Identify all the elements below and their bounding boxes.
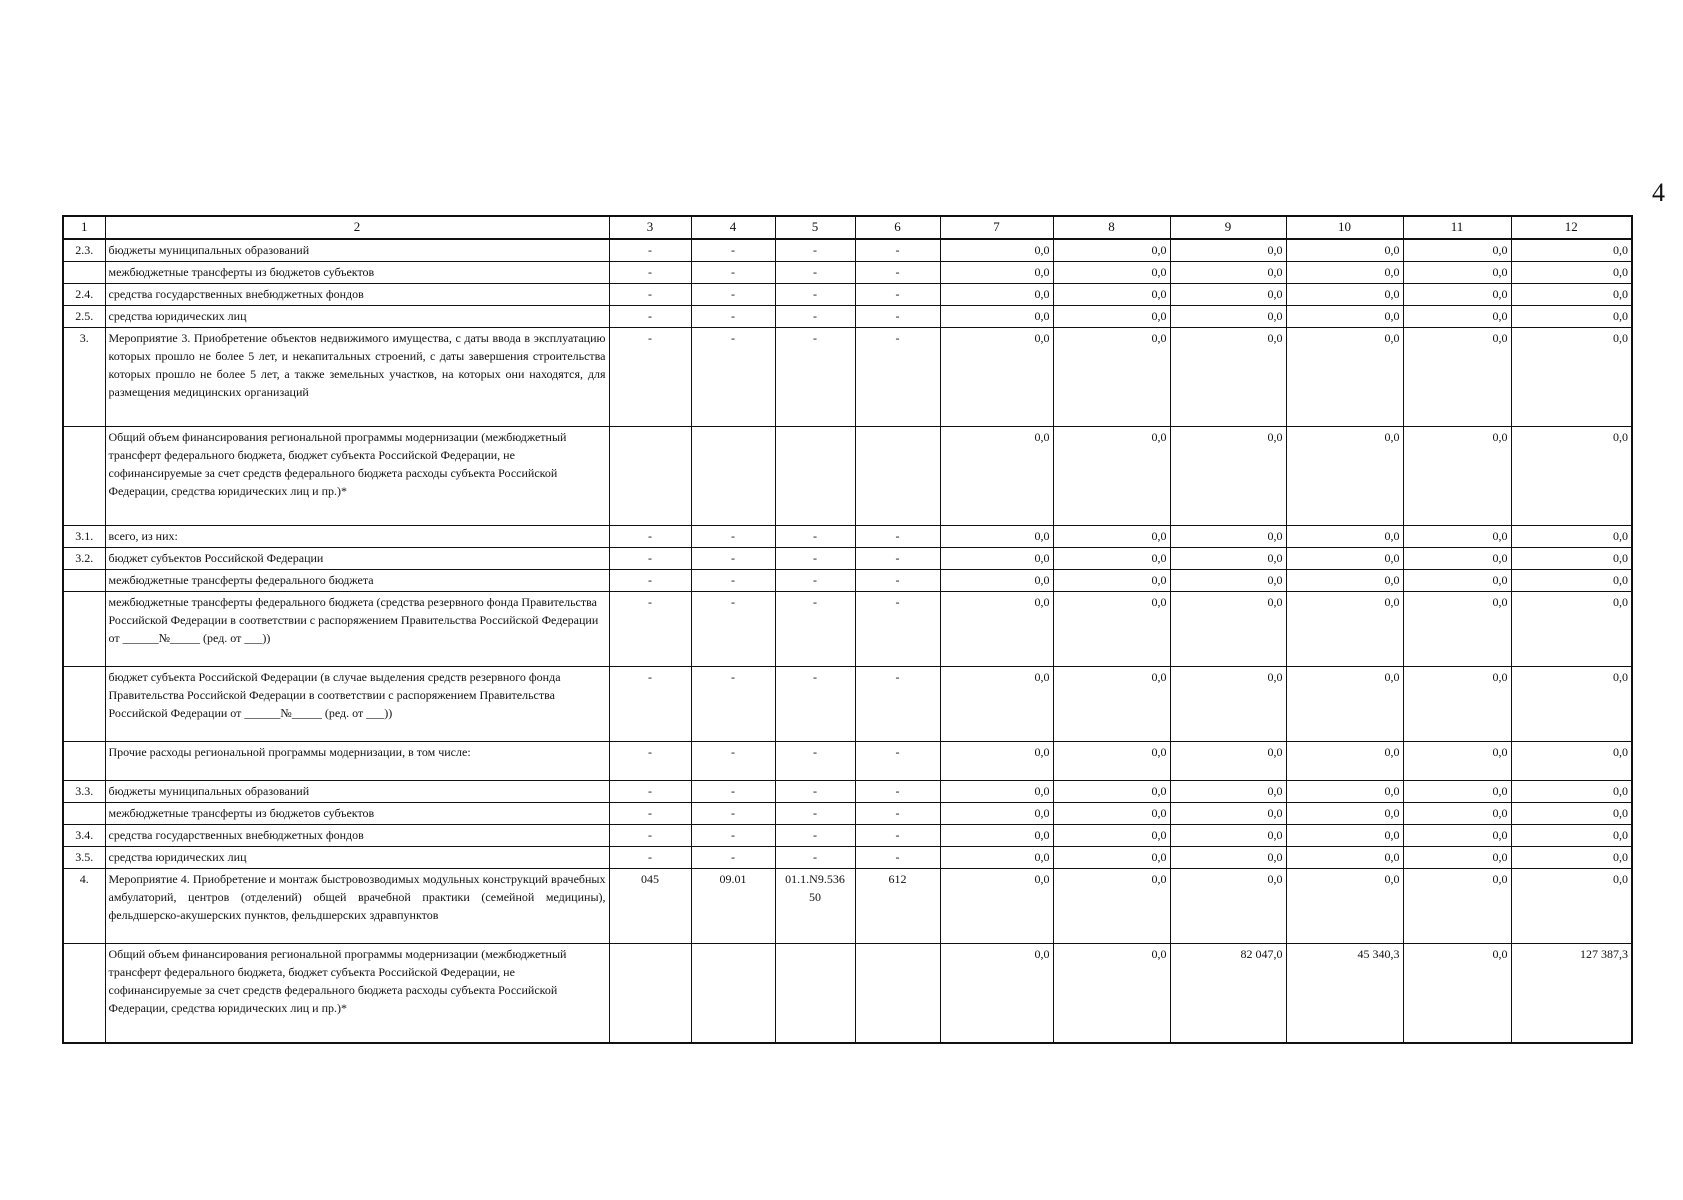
row-code: - bbox=[609, 548, 691, 570]
row-number: 3.5. bbox=[63, 847, 105, 869]
row-value: 0,0 bbox=[1053, 570, 1170, 592]
row-code: - bbox=[691, 284, 775, 306]
row-description: всего, из них: bbox=[105, 526, 609, 548]
row-code: - bbox=[775, 526, 855, 548]
row-description: межбюджетные трансферты из бюджетов субъектов bbox=[105, 262, 609, 284]
row-description: бюджеты муниципальных образований bbox=[105, 239, 609, 262]
row-code: - bbox=[855, 847, 940, 869]
row-value: 0,0 bbox=[1511, 306, 1632, 328]
row-value: 0,0 bbox=[940, 847, 1053, 869]
row-code bbox=[609, 427, 691, 526]
column-number: 1 bbox=[63, 216, 105, 239]
row-number: 3.4. bbox=[63, 825, 105, 847]
row-value: 0,0 bbox=[1170, 869, 1286, 944]
row-value: 0,0 bbox=[1053, 306, 1170, 328]
table-row bbox=[63, 239, 1632, 262]
table-row bbox=[63, 869, 1632, 944]
row-number: 4. bbox=[63, 869, 105, 944]
row-code: - bbox=[691, 667, 775, 742]
row-value: 0,0 bbox=[1511, 592, 1632, 667]
row-number bbox=[63, 592, 105, 667]
row-code: - bbox=[691, 742, 775, 781]
row-value: 0,0 bbox=[1053, 262, 1170, 284]
row-code: - bbox=[855, 570, 940, 592]
row-value: 0,0 bbox=[1053, 742, 1170, 781]
row-code bbox=[855, 427, 940, 526]
row-code: - bbox=[609, 847, 691, 869]
row-value: 0,0 bbox=[1286, 284, 1403, 306]
row-value: 0,0 bbox=[1170, 262, 1286, 284]
row-value: 0,0 bbox=[1053, 667, 1170, 742]
row-description: межбюджетные трансферты федерального бюджета bbox=[105, 570, 609, 592]
row-description: средства государственных внебюджетных фондов bbox=[105, 825, 609, 847]
row-value: 0,0 bbox=[1403, 306, 1511, 328]
row-code: - bbox=[691, 328, 775, 427]
row-value: 0,0 bbox=[1403, 592, 1511, 667]
row-description: средства юридических лиц bbox=[105, 847, 609, 869]
row-code: - bbox=[609, 284, 691, 306]
row-code: - bbox=[855, 781, 940, 803]
row-code: - bbox=[855, 328, 940, 427]
row-code bbox=[855, 944, 940, 1044]
row-value: 0,0 bbox=[1511, 548, 1632, 570]
row-number bbox=[63, 570, 105, 592]
row-code: - bbox=[691, 781, 775, 803]
row-number: 3. bbox=[63, 328, 105, 427]
row-value: 0,0 bbox=[1403, 781, 1511, 803]
row-code: - bbox=[775, 592, 855, 667]
row-value: 0,0 bbox=[940, 239, 1053, 262]
row-code: - bbox=[775, 306, 855, 328]
row-code: - bbox=[775, 548, 855, 570]
row-value: 0,0 bbox=[1403, 825, 1511, 847]
row-code bbox=[775, 427, 855, 526]
column-number: 4 bbox=[691, 216, 775, 239]
row-code: - bbox=[609, 262, 691, 284]
row-value: 0,0 bbox=[1286, 592, 1403, 667]
row-value: 0,0 bbox=[1403, 742, 1511, 781]
row-value: 0,0 bbox=[1511, 328, 1632, 427]
row-value: 0,0 bbox=[1511, 427, 1632, 526]
row-description: Общий объем финансирования региональной программы модернизации (межбюджетный трансферт федерального бюджета, бюджет субъекта Российской Федерации, не софинансируемые за счет средств федерального бюджета расходы субъекта Российской Федерации, средства юридических лиц и пр.)* bbox=[105, 427, 609, 526]
column-number: 3 bbox=[609, 216, 691, 239]
row-value: 0,0 bbox=[1170, 526, 1286, 548]
row-value: 0,0 bbox=[1170, 803, 1286, 825]
row-value: 0,0 bbox=[940, 548, 1053, 570]
row-description: средства государственных внебюджетных фондов bbox=[105, 284, 609, 306]
row-value: 45 340,3 bbox=[1286, 944, 1403, 1044]
table-row bbox=[63, 526, 1632, 548]
row-code bbox=[691, 944, 775, 1044]
row-value: 0,0 bbox=[1286, 803, 1403, 825]
row-value: 0,0 bbox=[1053, 592, 1170, 667]
row-value: 0,0 bbox=[940, 526, 1053, 548]
row-value: 0,0 bbox=[1170, 825, 1286, 847]
row-value: 0,0 bbox=[1511, 803, 1632, 825]
row-value: 0,0 bbox=[940, 284, 1053, 306]
row-code: - bbox=[775, 328, 855, 427]
row-code: - bbox=[775, 825, 855, 847]
row-value: 0,0 bbox=[1053, 284, 1170, 306]
row-value: 0,0 bbox=[1403, 944, 1511, 1044]
row-number bbox=[63, 944, 105, 1044]
row-number: 2.5. bbox=[63, 306, 105, 328]
column-number: 11 bbox=[1403, 216, 1511, 239]
row-value: 0,0 bbox=[1170, 306, 1286, 328]
row-code: - bbox=[775, 742, 855, 781]
table-row bbox=[63, 667, 1632, 742]
row-code: - bbox=[775, 847, 855, 869]
page-number: 4 bbox=[1652, 178, 1665, 207]
row-value: 0,0 bbox=[1170, 847, 1286, 869]
row-code: - bbox=[855, 262, 940, 284]
row-code: - bbox=[609, 667, 691, 742]
row-code: - bbox=[855, 306, 940, 328]
row-value: 0,0 bbox=[1053, 825, 1170, 847]
table-row bbox=[63, 262, 1632, 284]
row-code: - bbox=[775, 570, 855, 592]
row-code: - bbox=[691, 803, 775, 825]
row-number bbox=[63, 803, 105, 825]
row-value: 0,0 bbox=[1403, 526, 1511, 548]
row-code: - bbox=[855, 667, 940, 742]
row-value: 0,0 bbox=[1286, 262, 1403, 284]
row-value: 0,0 bbox=[1403, 570, 1511, 592]
row-value: 0,0 bbox=[1170, 592, 1286, 667]
row-value: 0,0 bbox=[1170, 742, 1286, 781]
row-code: - bbox=[609, 592, 691, 667]
row-code: - bbox=[609, 526, 691, 548]
row-value: 0,0 bbox=[1170, 328, 1286, 427]
row-code: - bbox=[609, 742, 691, 781]
row-description: Общий объем финансирования региональной программы модернизации (межбюджетный трансферт федерального бюджета, бюджет субъекта Российской Федерации, не софинансируемые за счет средств федерального бюджета расходы субъекта Российской Федерации, средства юридических лиц и пр.)* bbox=[105, 944, 609, 1044]
row-code: - bbox=[691, 239, 775, 262]
row-value: 0,0 bbox=[1286, 306, 1403, 328]
row-code: - bbox=[855, 592, 940, 667]
row-value: 0,0 bbox=[1053, 239, 1170, 262]
row-value: 0,0 bbox=[940, 592, 1053, 667]
column-number: 12 bbox=[1511, 216, 1632, 239]
row-value: 0,0 bbox=[940, 570, 1053, 592]
row-code bbox=[775, 944, 855, 1044]
row-description: Мероприятие 3. Приобретение объектов недвижимого имущества, с даты ввода в эксплуатацию которых прошло не более 5 лет, и некапитальных строений, с даты завершения строительства которых прошло не более 5 лет, а также земельных участков, на которых они находятся, для размещения медицинских организаций bbox=[105, 328, 609, 427]
row-value: 0,0 bbox=[1286, 781, 1403, 803]
row-code: - bbox=[609, 781, 691, 803]
row-value: 0,0 bbox=[1286, 742, 1403, 781]
row-value: 0,0 bbox=[1170, 548, 1286, 570]
row-value: 0,0 bbox=[1170, 781, 1286, 803]
row-value: 0,0 bbox=[1511, 869, 1632, 944]
table-row bbox=[63, 825, 1632, 847]
row-value: 0,0 bbox=[940, 742, 1053, 781]
row-value: 0,0 bbox=[1403, 328, 1511, 427]
row-description: межбюджетные трансферты федерального бюджета (средства резервного фонда Правительства Российской Федерации в соответствии с распоряжением Правительства Российской Федерации от ______№_____ (ред. от ___)) bbox=[105, 592, 609, 667]
row-value: 127 387,3 bbox=[1511, 944, 1632, 1044]
row-value: 0,0 bbox=[940, 262, 1053, 284]
table-row bbox=[63, 427, 1632, 526]
row-value: 0,0 bbox=[940, 306, 1053, 328]
row-value: 0,0 bbox=[940, 825, 1053, 847]
row-value: 0,0 bbox=[1286, 570, 1403, 592]
row-value: 0,0 bbox=[1403, 284, 1511, 306]
row-code: - bbox=[855, 239, 940, 262]
row-value: 0,0 bbox=[1170, 427, 1286, 526]
row-code bbox=[691, 427, 775, 526]
row-code: - bbox=[609, 239, 691, 262]
row-value: 0,0 bbox=[1053, 869, 1170, 944]
row-value: 0,0 bbox=[1286, 328, 1403, 427]
row-value: 0,0 bbox=[1286, 847, 1403, 869]
row-code: - bbox=[775, 803, 855, 825]
table-row bbox=[63, 548, 1632, 570]
table-row bbox=[63, 944, 1632, 1044]
row-description: средства юридических лиц bbox=[105, 306, 609, 328]
row-code: - bbox=[855, 526, 940, 548]
row-code: - bbox=[775, 284, 855, 306]
row-value: 0,0 bbox=[1511, 526, 1632, 548]
row-description: бюджет субъекта Российской Федерации (в случае выделения средств резервного фонда Правительства Российской Федерации в соответствии с распоряжением Правительства Российской Федерации от ______№_____ (ред. от ___)) bbox=[105, 667, 609, 742]
row-value: 0,0 bbox=[1053, 944, 1170, 1044]
row-code: - bbox=[609, 306, 691, 328]
row-number: 3.3. bbox=[63, 781, 105, 803]
row-value: 0,0 bbox=[1053, 847, 1170, 869]
budget-table bbox=[62, 215, 1633, 1044]
row-value: 0,0 bbox=[1511, 847, 1632, 869]
column-number: 8 bbox=[1053, 216, 1170, 239]
row-code bbox=[609, 944, 691, 1044]
row-code: - bbox=[691, 526, 775, 548]
row-number bbox=[63, 742, 105, 781]
row-value: 0,0 bbox=[1403, 239, 1511, 262]
table-header-row bbox=[63, 216, 1632, 239]
row-number bbox=[63, 667, 105, 742]
row-value: 0,0 bbox=[940, 328, 1053, 427]
row-value: 0,0 bbox=[1286, 548, 1403, 570]
column-number: 6 bbox=[855, 216, 940, 239]
row-code: - bbox=[691, 262, 775, 284]
column-number: 2 bbox=[105, 216, 609, 239]
row-value: 0,0 bbox=[1511, 284, 1632, 306]
row-value: 0,0 bbox=[940, 944, 1053, 1044]
row-description: Прочие расходы региональной программы модернизации, в том числе: bbox=[105, 742, 609, 781]
row-value: 0,0 bbox=[940, 869, 1053, 944]
row-value: 0,0 bbox=[1170, 284, 1286, 306]
row-number bbox=[63, 427, 105, 526]
row-value: 0,0 bbox=[1170, 667, 1286, 742]
row-code: - bbox=[609, 570, 691, 592]
row-value: 0,0 bbox=[1053, 526, 1170, 548]
row-code: - bbox=[691, 306, 775, 328]
table-row bbox=[63, 306, 1632, 328]
row-value: 0,0 bbox=[940, 427, 1053, 526]
row-code: 01.1.N9.536 50 bbox=[775, 869, 855, 944]
row-value: 0,0 bbox=[940, 781, 1053, 803]
row-value: 0,0 bbox=[1286, 526, 1403, 548]
row-value: 82 047,0 bbox=[1170, 944, 1286, 1044]
row-value: 0,0 bbox=[940, 667, 1053, 742]
row-code: - bbox=[609, 803, 691, 825]
row-code: - bbox=[609, 825, 691, 847]
row-code: - bbox=[691, 570, 775, 592]
row-value: 0,0 bbox=[1403, 869, 1511, 944]
table-row bbox=[63, 570, 1632, 592]
row-value: 0,0 bbox=[1403, 262, 1511, 284]
row-description: Мероприятие 4. Приобретение и монтаж быстровозводимых модульных конструкций врачебных амбулаторий, центров (отделений) общей врачебной практики (семейной медицины), фельдшерско-акушерских пунктов, фельдшерских здравпунктов bbox=[105, 869, 609, 944]
column-number: 5 bbox=[775, 216, 855, 239]
row-description: бюджеты муниципальных образований bbox=[105, 781, 609, 803]
row-code: - bbox=[855, 284, 940, 306]
row-code: - bbox=[609, 328, 691, 427]
row-value: 0,0 bbox=[1511, 239, 1632, 262]
row-number: 3.1. bbox=[63, 526, 105, 548]
row-description: бюджет субъектов Российской Федерации bbox=[105, 548, 609, 570]
row-value: 0,0 bbox=[1403, 847, 1511, 869]
row-code: - bbox=[775, 262, 855, 284]
row-code: - bbox=[855, 803, 940, 825]
row-number: 2.4. bbox=[63, 284, 105, 306]
row-value: 0,0 bbox=[1053, 781, 1170, 803]
row-code: - bbox=[855, 548, 940, 570]
row-code: - bbox=[775, 781, 855, 803]
table-row bbox=[63, 803, 1632, 825]
row-value: 0,0 bbox=[1403, 427, 1511, 526]
table-row bbox=[63, 284, 1632, 306]
row-value: 0,0 bbox=[1511, 262, 1632, 284]
row-value: 0,0 bbox=[1053, 548, 1170, 570]
row-code: 612 bbox=[855, 869, 940, 944]
row-code: - bbox=[855, 825, 940, 847]
table-row bbox=[63, 592, 1632, 667]
row-code: - bbox=[691, 847, 775, 869]
row-number: 3.2. bbox=[63, 548, 105, 570]
row-value: 0,0 bbox=[1286, 427, 1403, 526]
row-code: 09.01 bbox=[691, 869, 775, 944]
row-value: 0,0 bbox=[1286, 825, 1403, 847]
row-value: 0,0 bbox=[1403, 803, 1511, 825]
row-value: 0,0 bbox=[1286, 667, 1403, 742]
row-code: 045 bbox=[609, 869, 691, 944]
row-value: 0,0 bbox=[1403, 667, 1511, 742]
row-value: 0,0 bbox=[1286, 239, 1403, 262]
row-value: 0,0 bbox=[1170, 239, 1286, 262]
row-value: 0,0 bbox=[940, 803, 1053, 825]
row-code: - bbox=[775, 239, 855, 262]
row-value: 0,0 bbox=[1511, 570, 1632, 592]
row-value: 0,0 bbox=[1511, 742, 1632, 781]
row-value: 0,0 bbox=[1053, 328, 1170, 427]
row-value: 0,0 bbox=[1053, 427, 1170, 526]
column-number: 7 bbox=[940, 216, 1053, 239]
table-row bbox=[63, 847, 1632, 869]
row-code: - bbox=[691, 592, 775, 667]
row-value: 0,0 bbox=[1511, 667, 1632, 742]
row-code: - bbox=[775, 667, 855, 742]
row-value: 0,0 bbox=[1286, 869, 1403, 944]
row-description: межбюджетные трансферты из бюджетов субъектов bbox=[105, 803, 609, 825]
table-row bbox=[63, 781, 1632, 803]
row-value: 0,0 bbox=[1511, 781, 1632, 803]
row-code: - bbox=[691, 548, 775, 570]
row-number bbox=[63, 262, 105, 284]
column-number: 10 bbox=[1286, 216, 1403, 239]
row-value: 0,0 bbox=[1403, 548, 1511, 570]
row-code: - bbox=[691, 825, 775, 847]
row-code: - bbox=[855, 742, 940, 781]
row-value: 0,0 bbox=[1170, 570, 1286, 592]
row-value: 0,0 bbox=[1511, 825, 1632, 847]
column-number: 9 bbox=[1170, 216, 1286, 239]
row-value: 0,0 bbox=[1053, 803, 1170, 825]
row-number: 2.3. bbox=[63, 239, 105, 262]
table-row bbox=[63, 328, 1632, 427]
table-row bbox=[63, 742, 1632, 781]
